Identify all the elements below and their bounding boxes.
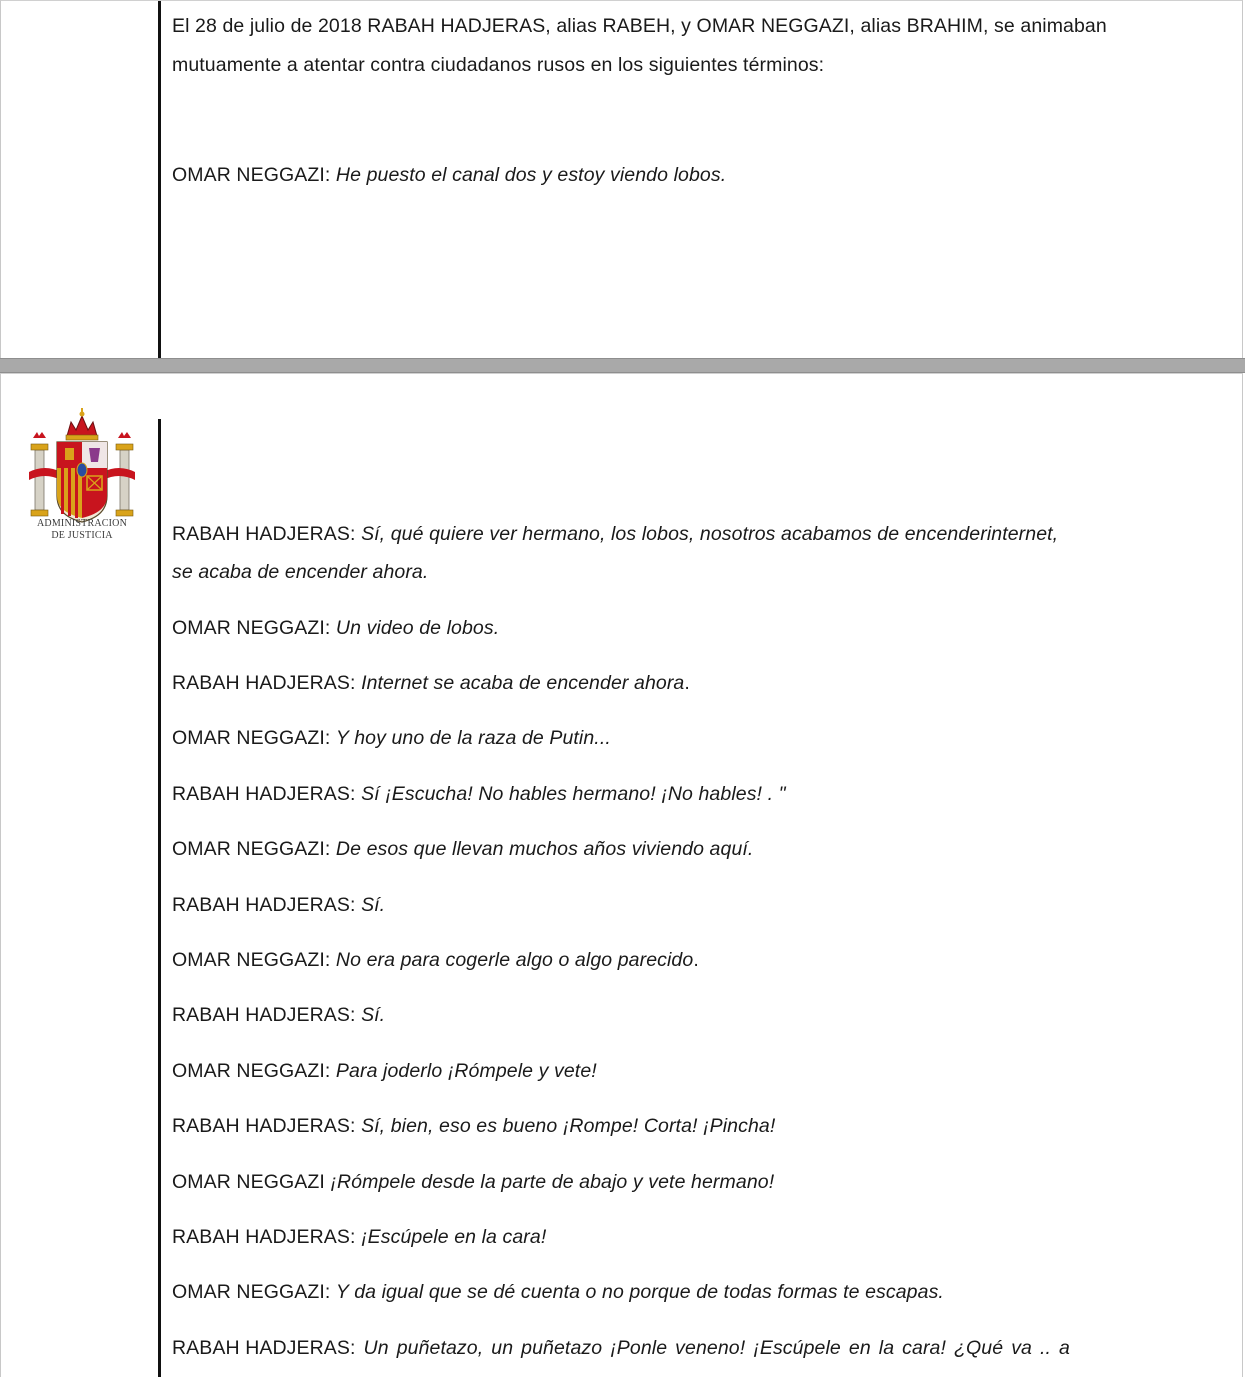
speech-text: Un video de lobos. bbox=[335, 617, 500, 639]
speech-text: He puesto el canal dos y estoy viendo lobos. bbox=[335, 164, 727, 186]
speech-text: No era para cogerle algo o algo parecido bbox=[335, 949, 694, 971]
logo-caption-line-2: DE JUSTICIA bbox=[51, 530, 113, 541]
speaker-name: RABAH HADJERAS: bbox=[172, 672, 362, 694]
speech-word: en bbox=[848, 1337, 871, 1359]
speech-word: a bbox=[1059, 1337, 1070, 1359]
dialogue-line bbox=[172, 671, 690, 695]
dialogue-line bbox=[172, 726, 611, 750]
speaker-name: OMAR NEGGAZI: bbox=[172, 949, 336, 971]
speech-text: Y hoy uno de la raza de Putin... bbox=[335, 727, 611, 749]
dialogue-line bbox=[172, 1280, 944, 1304]
document-page-top bbox=[0, 0, 1243, 358]
dialogue-line bbox=[172, 948, 699, 972]
speech-text: Y da igual que se dé cuenta o no porque de todas formas te escapas. bbox=[335, 1281, 944, 1303]
logo-caption-line-1: ADMINISTRACION bbox=[36, 518, 128, 529]
speaker-name: OMAR NEGGAZI: bbox=[172, 1281, 336, 1303]
dialogue-line bbox=[172, 782, 786, 806]
speech-text: Para joderlo ¡Rómpele y vete! bbox=[335, 1060, 597, 1082]
speaker-name: OMAR NEGGAZI: bbox=[172, 164, 336, 186]
speech-word: va bbox=[1011, 1337, 1032, 1359]
speaker-name: RABAH HADJERAS: bbox=[172, 783, 362, 805]
speaker-name: RABAH HADJERAS: bbox=[172, 1226, 362, 1248]
speaker-name: OMAR NEGGAZI: bbox=[172, 838, 336, 860]
dialogue-line bbox=[172, 893, 385, 917]
dialogue-continuation bbox=[172, 560, 428, 584]
margin-rule bbox=[158, 419, 161, 1377]
speech-text: Sí ¡Escucha! No hables hermano! ¡No hables! . " bbox=[361, 783, 786, 805]
speech-word: puñetazo, bbox=[396, 1337, 484, 1359]
speech-text: Sí, qué quiere ver hermano, los lobos, nosotros acabamos de encenderinternet, bbox=[361, 523, 1059, 545]
dialogue-line bbox=[172, 1170, 774, 1194]
document-page-bottom bbox=[0, 373, 1243, 1377]
dialogue-line bbox=[172, 1225, 546, 1249]
dialogue-line bbox=[172, 163, 726, 187]
speech-text: Sí, bien, eso es bueno ¡Rompe! Corta! ¡Pincha! bbox=[361, 1115, 776, 1137]
speaker-name: RABAH HADJERAS: bbox=[172, 1337, 356, 1359]
speaker-name: OMAR NEGGAZI: bbox=[172, 1060, 336, 1082]
speech-text: Sí. bbox=[361, 894, 386, 916]
speech-text: Internet se acaba de encender ahora bbox=[361, 672, 685, 694]
speaker-name: RABAH HADJERAS: bbox=[172, 1115, 362, 1137]
speech-text: De esos que llevan muchos años viviendo aquí. bbox=[335, 838, 754, 860]
dialogue-line bbox=[172, 1114, 775, 1138]
speaker-name: OMAR NEGGAZI bbox=[172, 1171, 331, 1193]
speech-word: ¡Ponle bbox=[610, 1337, 668, 1359]
speech-text: Sí. bbox=[361, 1004, 386, 1026]
speech-word: un bbox=[491, 1337, 514, 1359]
dialogue-line bbox=[172, 837, 753, 861]
speech-text: ¡Rómpele desde la parte de abajo y vete hermano! bbox=[330, 1171, 775, 1193]
speech-word: puñetazo bbox=[521, 1337, 603, 1359]
dialogue-line-justified bbox=[172, 1336, 1070, 1360]
intro-line-1: El 28 de julio de 2018 RABAH HADJERAS, alias RABEH, y OMAR NEGGAZI, alias BRAHIM, se animaban bbox=[172, 15, 1107, 37]
speaker-name: RABAH HADJERAS: bbox=[172, 1004, 362, 1026]
dialogue-line bbox=[172, 616, 499, 640]
speaker-name: RABAH HADJERAS: bbox=[172, 523, 362, 545]
speech-text: se acaba de encender ahora. bbox=[172, 561, 429, 583]
speech-punctuation: . bbox=[684, 672, 690, 694]
intro-line-2: mutuamente a atentar contra ciudadanos rusos en los siguientes términos: bbox=[172, 54, 825, 76]
speaker-name: RABAH HADJERAS: bbox=[172, 894, 362, 916]
page-separator bbox=[0, 358, 1245, 373]
speech-word: cara! bbox=[902, 1337, 947, 1359]
dialogue-line bbox=[172, 1059, 597, 1083]
speech-word: veneno! bbox=[675, 1337, 746, 1359]
speech-word: .. bbox=[1039, 1337, 1052, 1359]
dialogue-line bbox=[172, 1003, 385, 1027]
speaker-name: OMAR NEGGAZI: bbox=[172, 727, 336, 749]
speech-word: ¿Qué bbox=[954, 1337, 1004, 1359]
speech-punctuation: . bbox=[693, 949, 699, 971]
speech-word: ¡Escúpele bbox=[753, 1337, 841, 1359]
dialogue-line bbox=[172, 522, 1058, 546]
speaker-name: OMAR NEGGAZI: bbox=[172, 617, 336, 639]
speech-word: la bbox=[878, 1337, 895, 1359]
speech-text: ¡Escúpele en la cara! bbox=[361, 1226, 547, 1248]
margin-rule bbox=[158, 1, 161, 358]
speech-word: Un bbox=[363, 1337, 389, 1359]
